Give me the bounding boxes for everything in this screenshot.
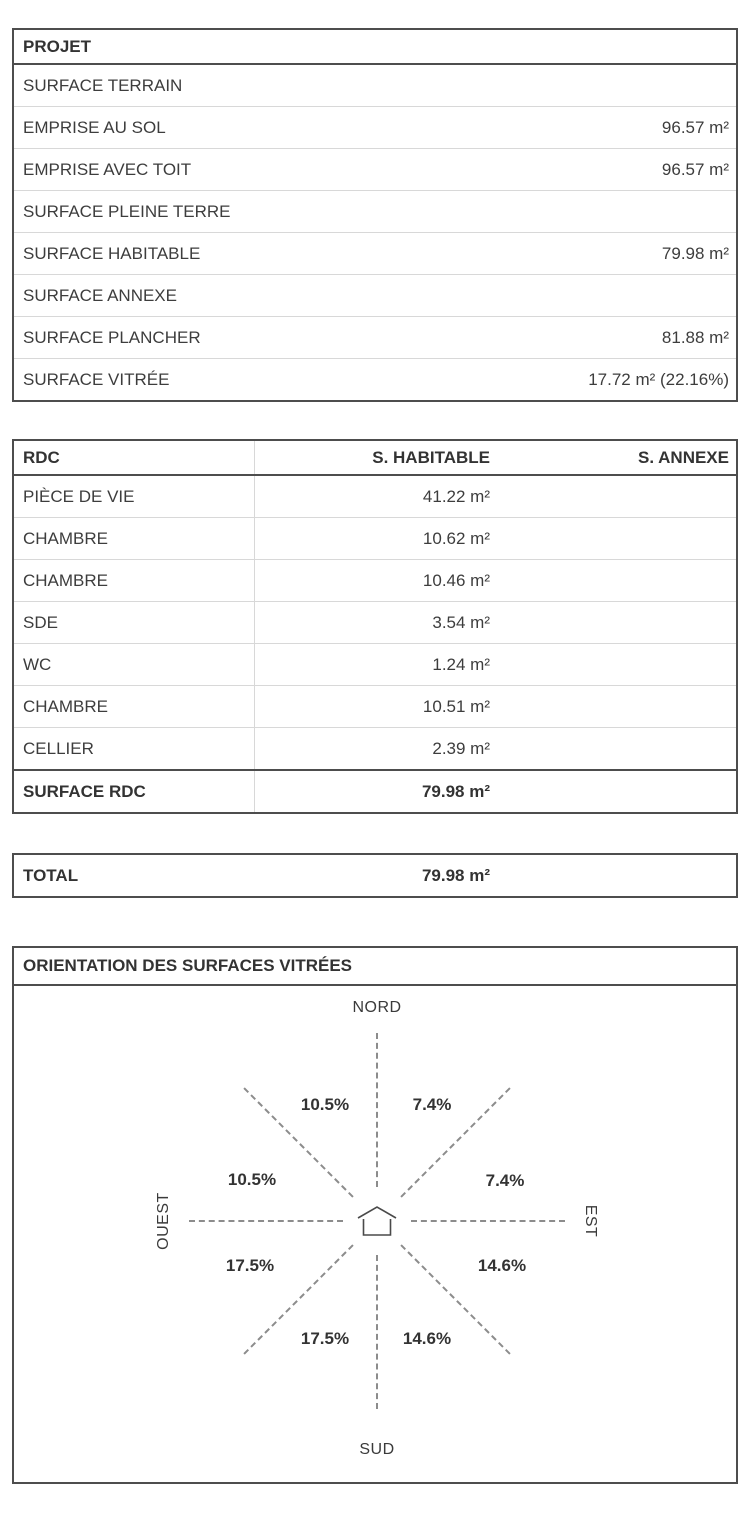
row-annexe	[498, 644, 737, 686]
dashed-ray-north	[376, 1033, 378, 1187]
projet-table	[12, 28, 738, 402]
table-row	[13, 359, 737, 402]
dashed-ray-south	[376, 1255, 378, 1409]
direction-label-south: SUD	[359, 1441, 395, 1458]
pct-label-ese: 14.6%	[477, 1256, 527, 1275]
pct-label-nne: 7.4%	[412, 1095, 452, 1114]
table-row	[13, 560, 737, 602]
pct-label-wsw: 17.5%	[225, 1256, 275, 1275]
row-label: SDE	[13, 602, 254, 644]
row-value: 81.88 m²	[433, 317, 737, 359]
row-annexe	[498, 518, 737, 560]
orientation-compass	[14, 986, 736, 1482]
column-header-rdc: RDC	[13, 440, 254, 475]
projet-header-row	[13, 29, 737, 64]
table-row	[13, 602, 737, 644]
table-row	[13, 728, 737, 771]
column-header-annexe: S. ANNEXE	[498, 440, 737, 475]
table-row	[13, 107, 737, 149]
table-row	[13, 644, 737, 686]
row-habitable: 10.46 m²	[254, 560, 498, 602]
table-row	[13, 518, 737, 560]
row-label: CHAMBRE	[13, 686, 254, 728]
table-row	[13, 64, 737, 107]
row-habitable: 79.98 m²	[254, 770, 498, 813]
row-label: WC	[13, 644, 254, 686]
row-annexe	[498, 602, 737, 644]
row-label: CHAMBRE	[13, 518, 254, 560]
row-value	[433, 191, 737, 233]
house-icon	[357, 1205, 397, 1237]
table-row	[13, 233, 737, 275]
rdc-table	[12, 439, 738, 814]
pct-label-sse: 14.6%	[402, 1329, 452, 1348]
row-label: CELLIER	[13, 728, 254, 771]
row-annexe	[498, 770, 737, 813]
row-value	[433, 64, 737, 107]
row-value: 96.57 m²	[433, 107, 737, 149]
row-label: SURFACE RDC	[13, 770, 254, 813]
row-label: SURFACE VITRÉE	[13, 359, 433, 402]
projet-header: PROJET	[13, 29, 737, 64]
orientation-title: ORIENTATION DES SURFACES VITRÉES	[14, 948, 736, 986]
row-annexe	[498, 686, 737, 728]
total-row	[13, 854, 737, 897]
row-label: EMPRISE AU SOL	[13, 107, 433, 149]
direction-label-west: OUEST	[155, 1192, 172, 1250]
row-label: SURFACE TERRAIN	[13, 64, 433, 107]
dashed-ray-west	[189, 1220, 343, 1222]
row-habitable: 41.22 m²	[254, 475, 498, 518]
orientation-box	[12, 946, 738, 1484]
pct-label-nnw: 10.5%	[300, 1095, 350, 1114]
dashed-ray-east	[411, 1220, 565, 1222]
rdc-header-row	[13, 440, 737, 475]
row-annexe	[498, 560, 737, 602]
row-label: SURFACE HABITABLE	[13, 233, 433, 275]
table-row	[13, 149, 737, 191]
row-value: 79.98 m²	[433, 233, 737, 275]
direction-label-north: NORD	[352, 999, 402, 1016]
table-row	[13, 686, 737, 728]
row-label: SURFACE ANNEXE	[13, 275, 433, 317]
total-table	[12, 853, 738, 898]
row-label: SURFACE PLANCHER	[13, 317, 433, 359]
table-row	[13, 191, 737, 233]
row-habitable: 2.39 m²	[254, 728, 498, 771]
row-habitable: 10.51 m²	[254, 686, 498, 728]
rdc-total-row	[13, 770, 737, 813]
row-label: CHAMBRE	[13, 560, 254, 602]
row-annexe	[498, 728, 737, 771]
row-habitable: 1.24 m²	[254, 644, 498, 686]
row-annexe	[498, 475, 737, 518]
pct-label-wnw: 10.5%	[227, 1170, 277, 1189]
direction-label-east: EST	[582, 1204, 599, 1238]
row-habitable: 10.62 m²	[254, 518, 498, 560]
row-value	[433, 275, 737, 317]
row-value: 17.72 m² (22.16%)	[433, 359, 737, 402]
total-label: TOTAL	[23, 865, 79, 885]
row-habitable: 3.54 m²	[254, 602, 498, 644]
table-row	[13, 475, 737, 518]
column-header-habitable: S. HABITABLE	[254, 440, 498, 475]
table-row	[13, 317, 737, 359]
row-label: SURFACE PLEINE TERRE	[13, 191, 433, 233]
row-label: EMPRISE AVEC TOIT	[13, 149, 433, 191]
table-row	[13, 275, 737, 317]
pct-label-ssw: 17.5%	[300, 1329, 350, 1348]
row-value: 96.57 m²	[433, 149, 737, 191]
total-value: 79.98 m²	[421, 865, 490, 885]
row-label: PIÈCE DE VIE	[13, 475, 254, 518]
pct-label-ene: 7.4%	[485, 1171, 525, 1190]
